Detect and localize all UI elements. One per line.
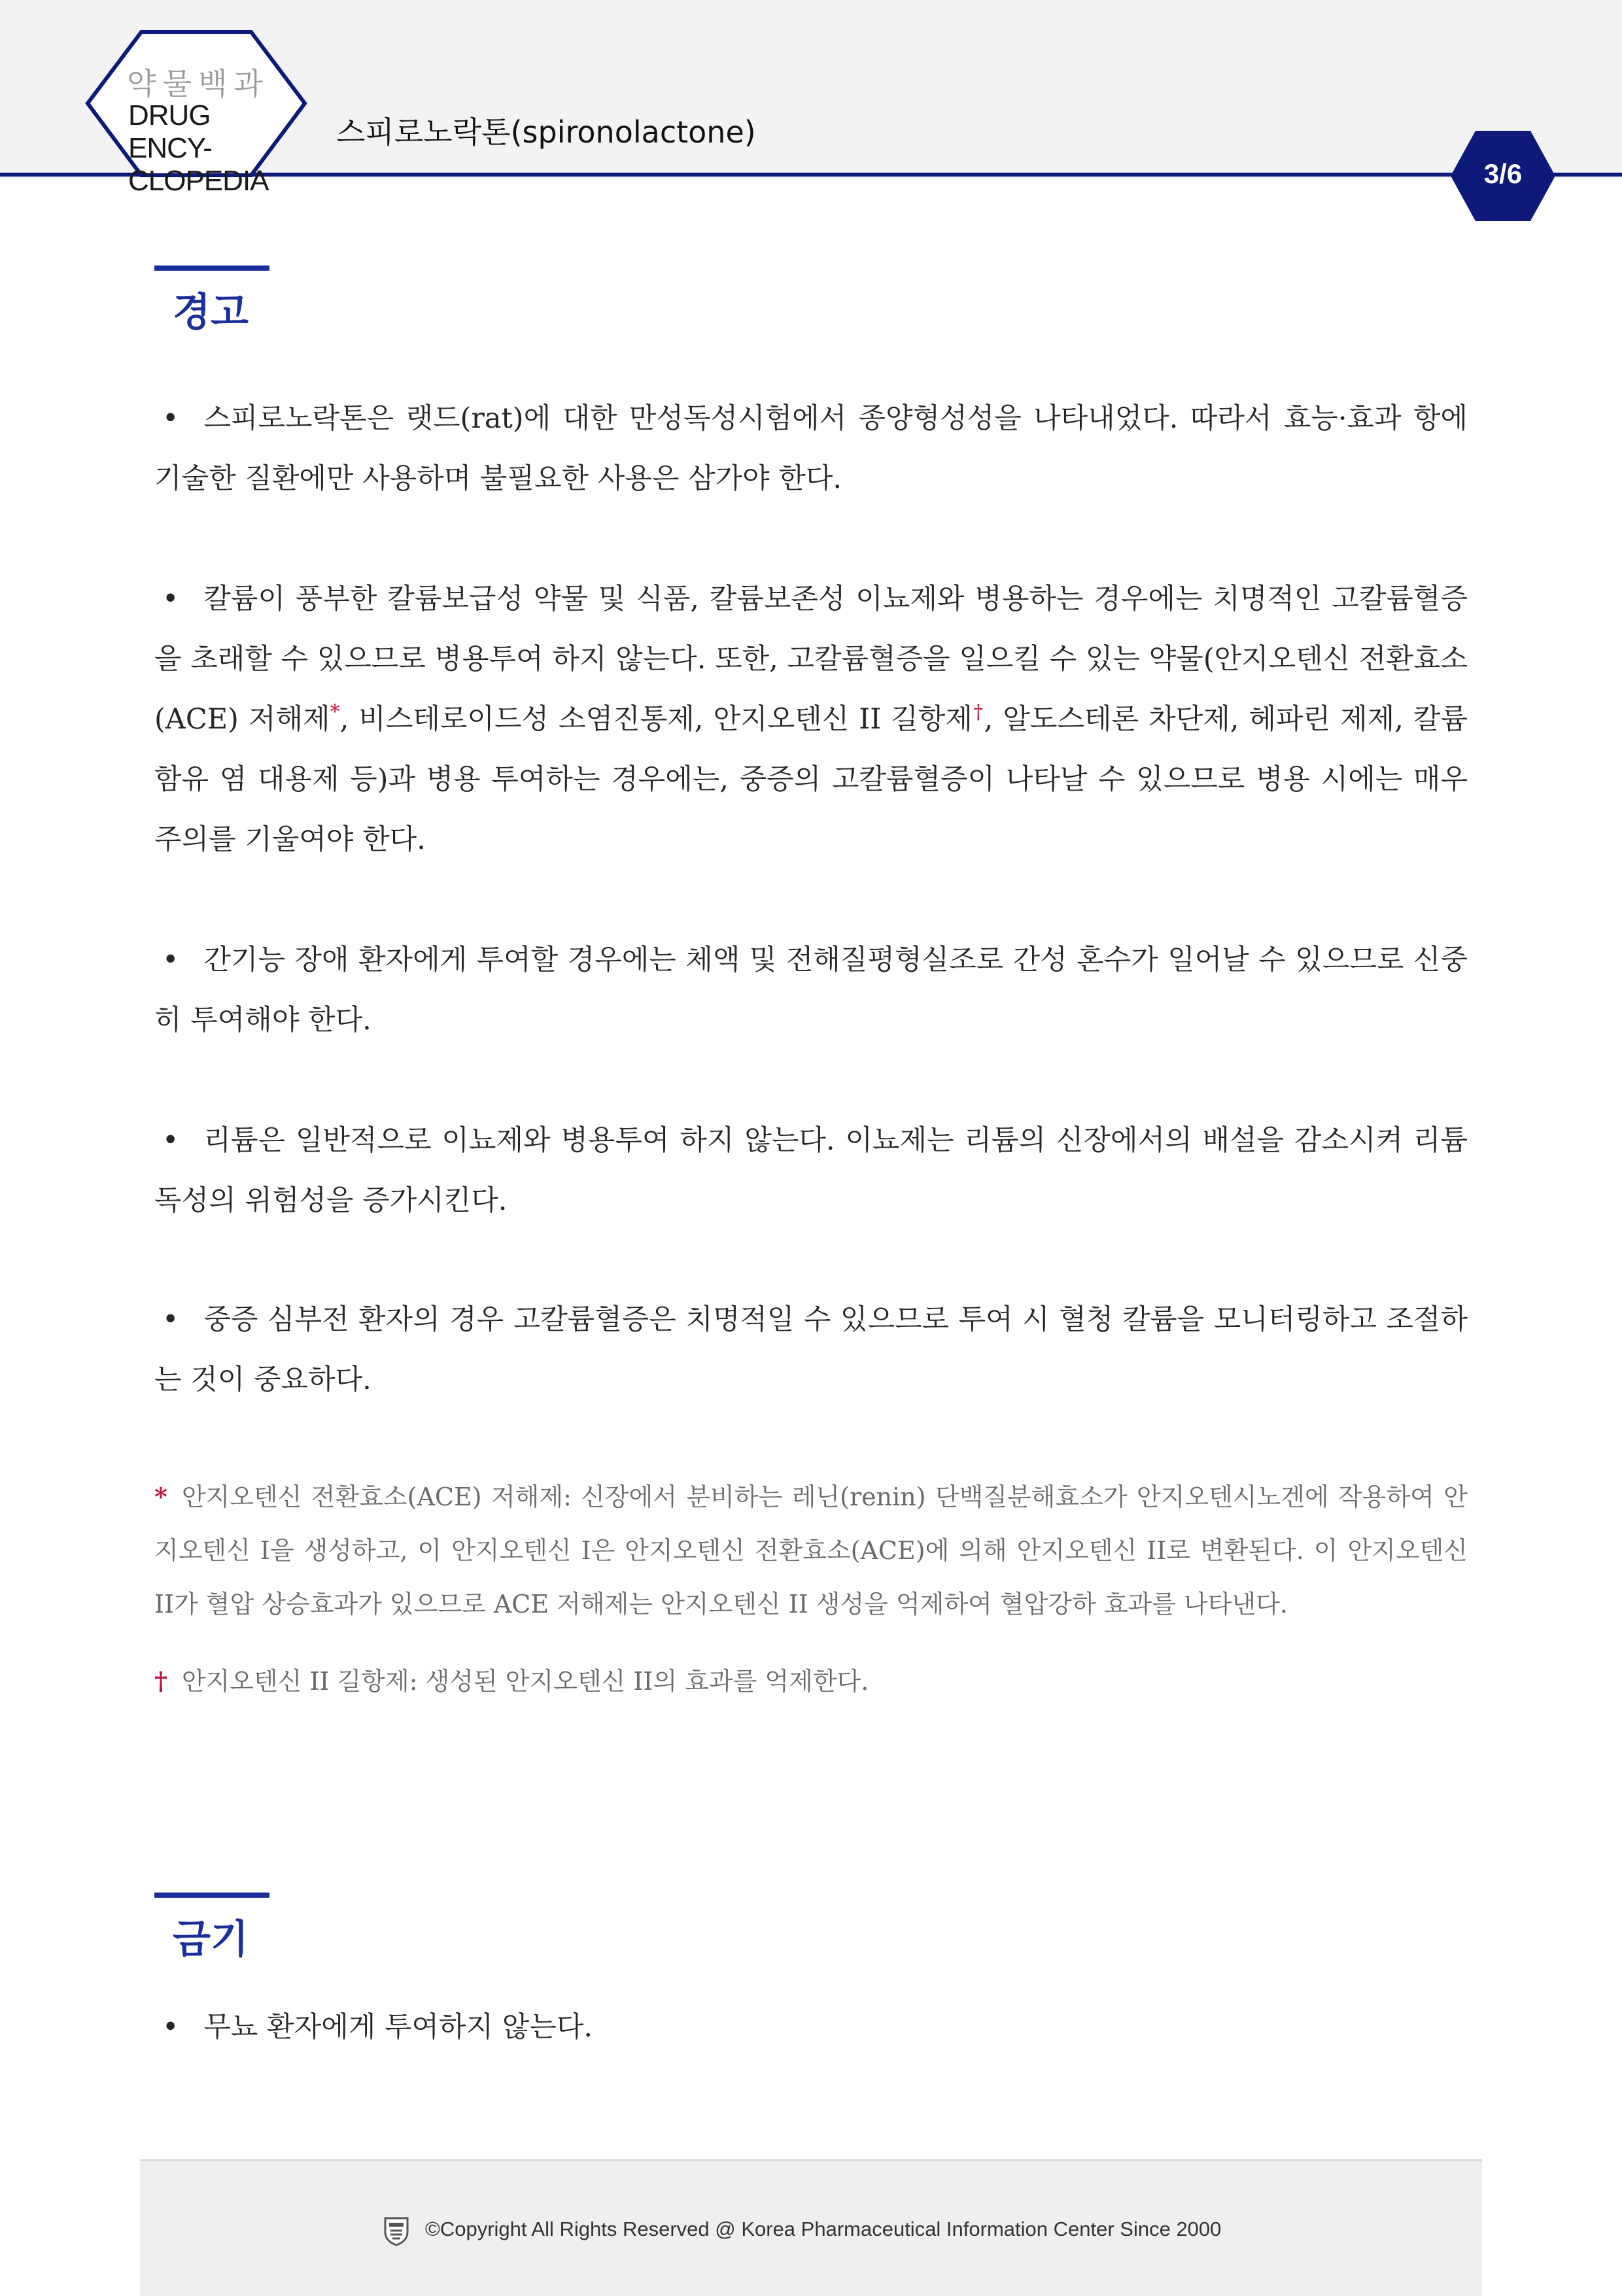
warning-item <box>154 930 1468 1050</box>
logo <box>84 30 309 197</box>
footnote-marker-dagger: † <box>972 700 984 724</box>
contraindication-item <box>154 1997 1468 2057</box>
warning-item <box>154 1290 1468 1410</box>
logo-english-line-2: CLOPEDIA <box>128 165 269 197</box>
warning-section-bar <box>154 266 269 271</box>
logo-korean-text: 약물백과 <box>127 66 269 101</box>
warning-item-text: 칼륨이 풍부한 칼륨보급성 약물 및 식품, 칼륨보존성 이뇨제와 병용하는 경우에는 치명적인 고칼륨혈증을 초래할 수 있으므로 병용투여 하지 않는다. 또한, 고칼륨혈증을 일으킬 수 있는 약물(안지오텐신 전환효소(ACE) 저해제 <box>154 583 1468 736</box>
page-indicator: 3/6 <box>1483 158 1523 189</box>
footnote <box>154 1654 1468 1708</box>
contraindication-item-text: 무뇨 환자에게 투여하지 않는다. <box>203 2011 593 2044</box>
contraindication-section-bar <box>154 1893 269 1898</box>
footnote-text: 안지오텐신 II 길항제: 생성된 안지오텐신 II의 효과를 억제한다. <box>181 1667 869 1696</box>
warning-item <box>154 569 1468 870</box>
bullet: • <box>162 944 179 976</box>
bullet: • <box>162 402 179 435</box>
footnote-marker-asterisk: * <box>330 700 340 724</box>
warning-item-text: 간기능 장애 환자에게 투여할 경우에는 체액 및 전해질평형실조로 간성 혼수가 일어날 수 있으므로 신중히 투여해야 한다. <box>154 944 1468 1037</box>
warning-item-text: , 알도스테론 차단제, 헤파린 제제, 칼륨 함유 염 대용제 등)과 병용 투여하는 경우에는, 중증의 고칼륨혈증이 나타날 수 있으므로 병용 시에는 매우 주의를 기울여야 한다. <box>154 703 1468 856</box>
warning-item-text: 리튬은 일반적으로 이뇨제와 병용투여 하지 않는다. 이뇨제는 리튬의 신장에서의 배설을 감소시켜 리튬 독성의 위험성을 증가시킨다. <box>154 1124 1468 1217</box>
warning-item-text: , 비스테로이드성 소염진통제, 안지오텐신 II 길항제 <box>339 703 973 736</box>
footnote <box>154 1470 1468 1631</box>
footnote-symbol: * <box>154 1482 167 1511</box>
warning-item-text: 스피로노락톤은 랫드(rat)에 대한 만성독성시험에서 종양형성성을 나타내었다. 따라서 효능·효과 항에 기술한 질환에만 사용하며 불필요한 사용은 삼가야 한다. <box>154 402 1468 495</box>
warning-section-title: 경고 <box>173 290 249 335</box>
warning-item <box>154 388 1468 509</box>
bullet: • <box>162 1303 179 1336</box>
warning-item <box>154 1110 1468 1231</box>
copyright-text: ©Copyright All Rights Reserved @ Korea Pharmaceutical Information Center Since 2000 <box>425 2218 1222 2240</box>
warning-item-text: 중증 심부전 환자의 경우 고칼륨혈증은 치명적일 수 있으므로 투여 시 혈청 칼륨을 모니터링하고 조절하는 것이 중요하다. <box>154 1303 1468 1396</box>
logo-english-line-1: DRUG ENCY- <box>128 99 212 164</box>
contraindication-section-title: 금기 <box>173 1917 249 1962</box>
logo-english-text <box>128 99 279 197</box>
footnote-symbol: † <box>154 1666 167 1696</box>
page-number-badge <box>1449 129 1557 222</box>
footer <box>140 2159 1482 2296</box>
bullet: • <box>162 583 179 615</box>
bullet: • <box>162 2011 179 2044</box>
shield-emblem-icon <box>383 2216 409 2246</box>
document-title: 스피로노락톤(spironolactone) <box>336 114 756 150</box>
footnote-text: 안지오텐신 전환효소(ACE) 저해제: 신장에서 분비하는 레닌(renin) 단백질분해효소가 안지오텐시노겐에 작용하여 안지오텐신 I을 생성하고, 이 안지오텐신 I은 안지오텐신 전환효소(ACE)에 의해 안지오텐신 II로 변환된다. 이 안지오텐신 II가 혈압 상승효과가 있으므로 ACE 저해제는 안지오텐신 II 생성을 억제하여 혈압강하 효과를 나타낸다. <box>154 1482 1468 1619</box>
bullet: • <box>162 1124 179 1157</box>
